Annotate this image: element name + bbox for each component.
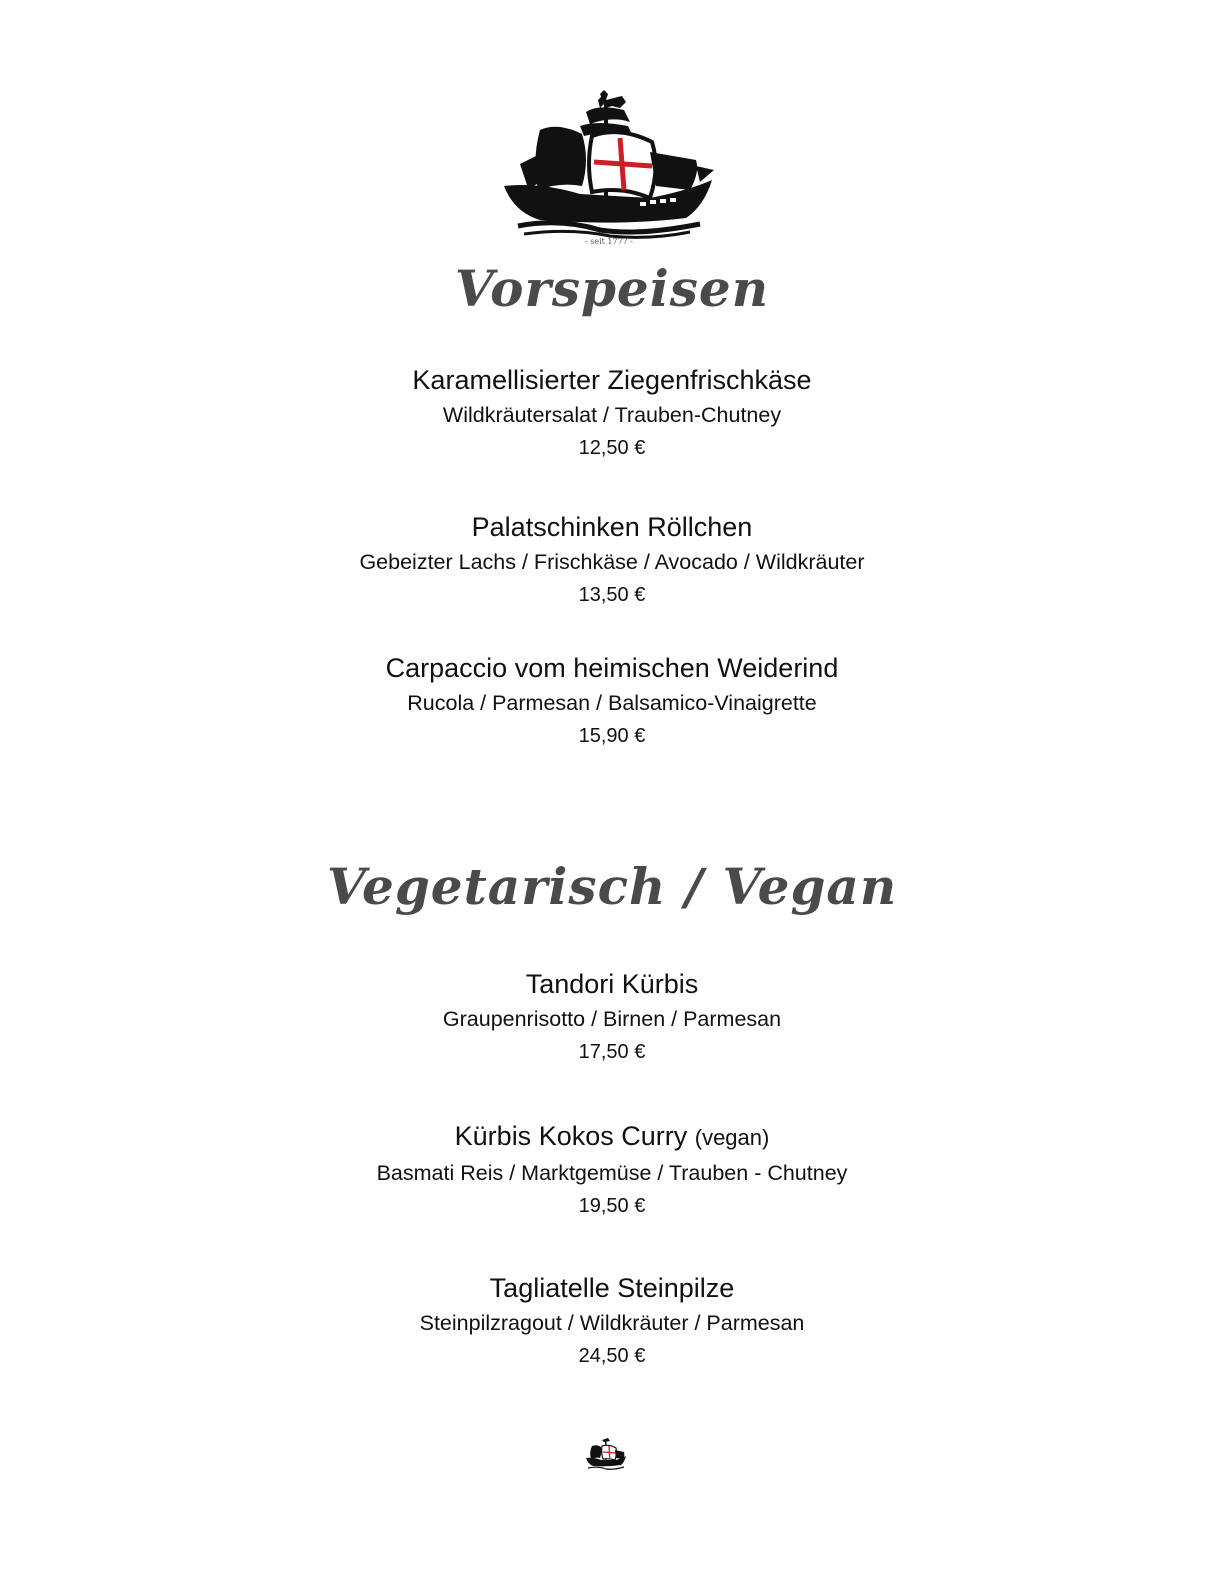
menu-item: [0, 650, 1224, 751]
menu-item: [0, 1270, 1224, 1371]
item-name: Tandori Kürbis: [525, 969, 699, 999]
item-vegan-note: (vegan): [694, 1125, 770, 1150]
item-description: Steinpilzragout / Wildkräuter / Parmesan: [419, 1311, 805, 1335]
item-name-row: [0, 1118, 1224, 1156]
section-title-vegetarisch: Vegetarisch / Vegan: [326, 857, 898, 916]
item-name: Tagliatelle Steinpilze: [489, 1273, 735, 1303]
item-name: Kürbis Kokos Curry: [454, 1121, 688, 1151]
logo-tagline: - seit 1777 -: [584, 237, 634, 246]
item-price: 17,50 €: [578, 1041, 646, 1063]
item-price: 15,90 €: [578, 725, 646, 747]
item-price: 19,50 €: [578, 1195, 646, 1217]
menu-item: [0, 362, 1224, 463]
item-description: Basmati Reis / Marktgemüse / Trauben - Chutney: [376, 1161, 848, 1185]
item-price: 13,50 €: [578, 584, 646, 606]
item-description: Wildkräutersalat / Trauben-Chutney: [442, 403, 782, 427]
item-description: Rucola / Parmesan / Balsamico-Vinaigrette: [407, 691, 817, 715]
item-price: 12,50 €: [578, 437, 646, 459]
item-name: Carpaccio vom heimischen Weiderind: [385, 653, 839, 683]
item-description: Graupenrisotto / Birnen / Parmesan: [442, 1007, 782, 1031]
item-name: Palatschinken Röllchen: [471, 512, 753, 542]
item-price: 24,50 €: [578, 1345, 646, 1367]
menu-item: [0, 1118, 1224, 1221]
section-title-vorspeisen: Vorspeisen: [454, 259, 770, 318]
menu-item: [0, 509, 1224, 610]
sailing-ship-small-icon: [584, 1436, 628, 1470]
item-description: Gebeizter Lachs / Frischkäse / Avocado / Wildkräuter: [359, 550, 865, 574]
item-name: Karamellisierter Ziegenfrischkäse: [412, 365, 812, 395]
menu-item: [0, 966, 1224, 1067]
sailing-ship-logo-icon: [500, 86, 718, 250]
